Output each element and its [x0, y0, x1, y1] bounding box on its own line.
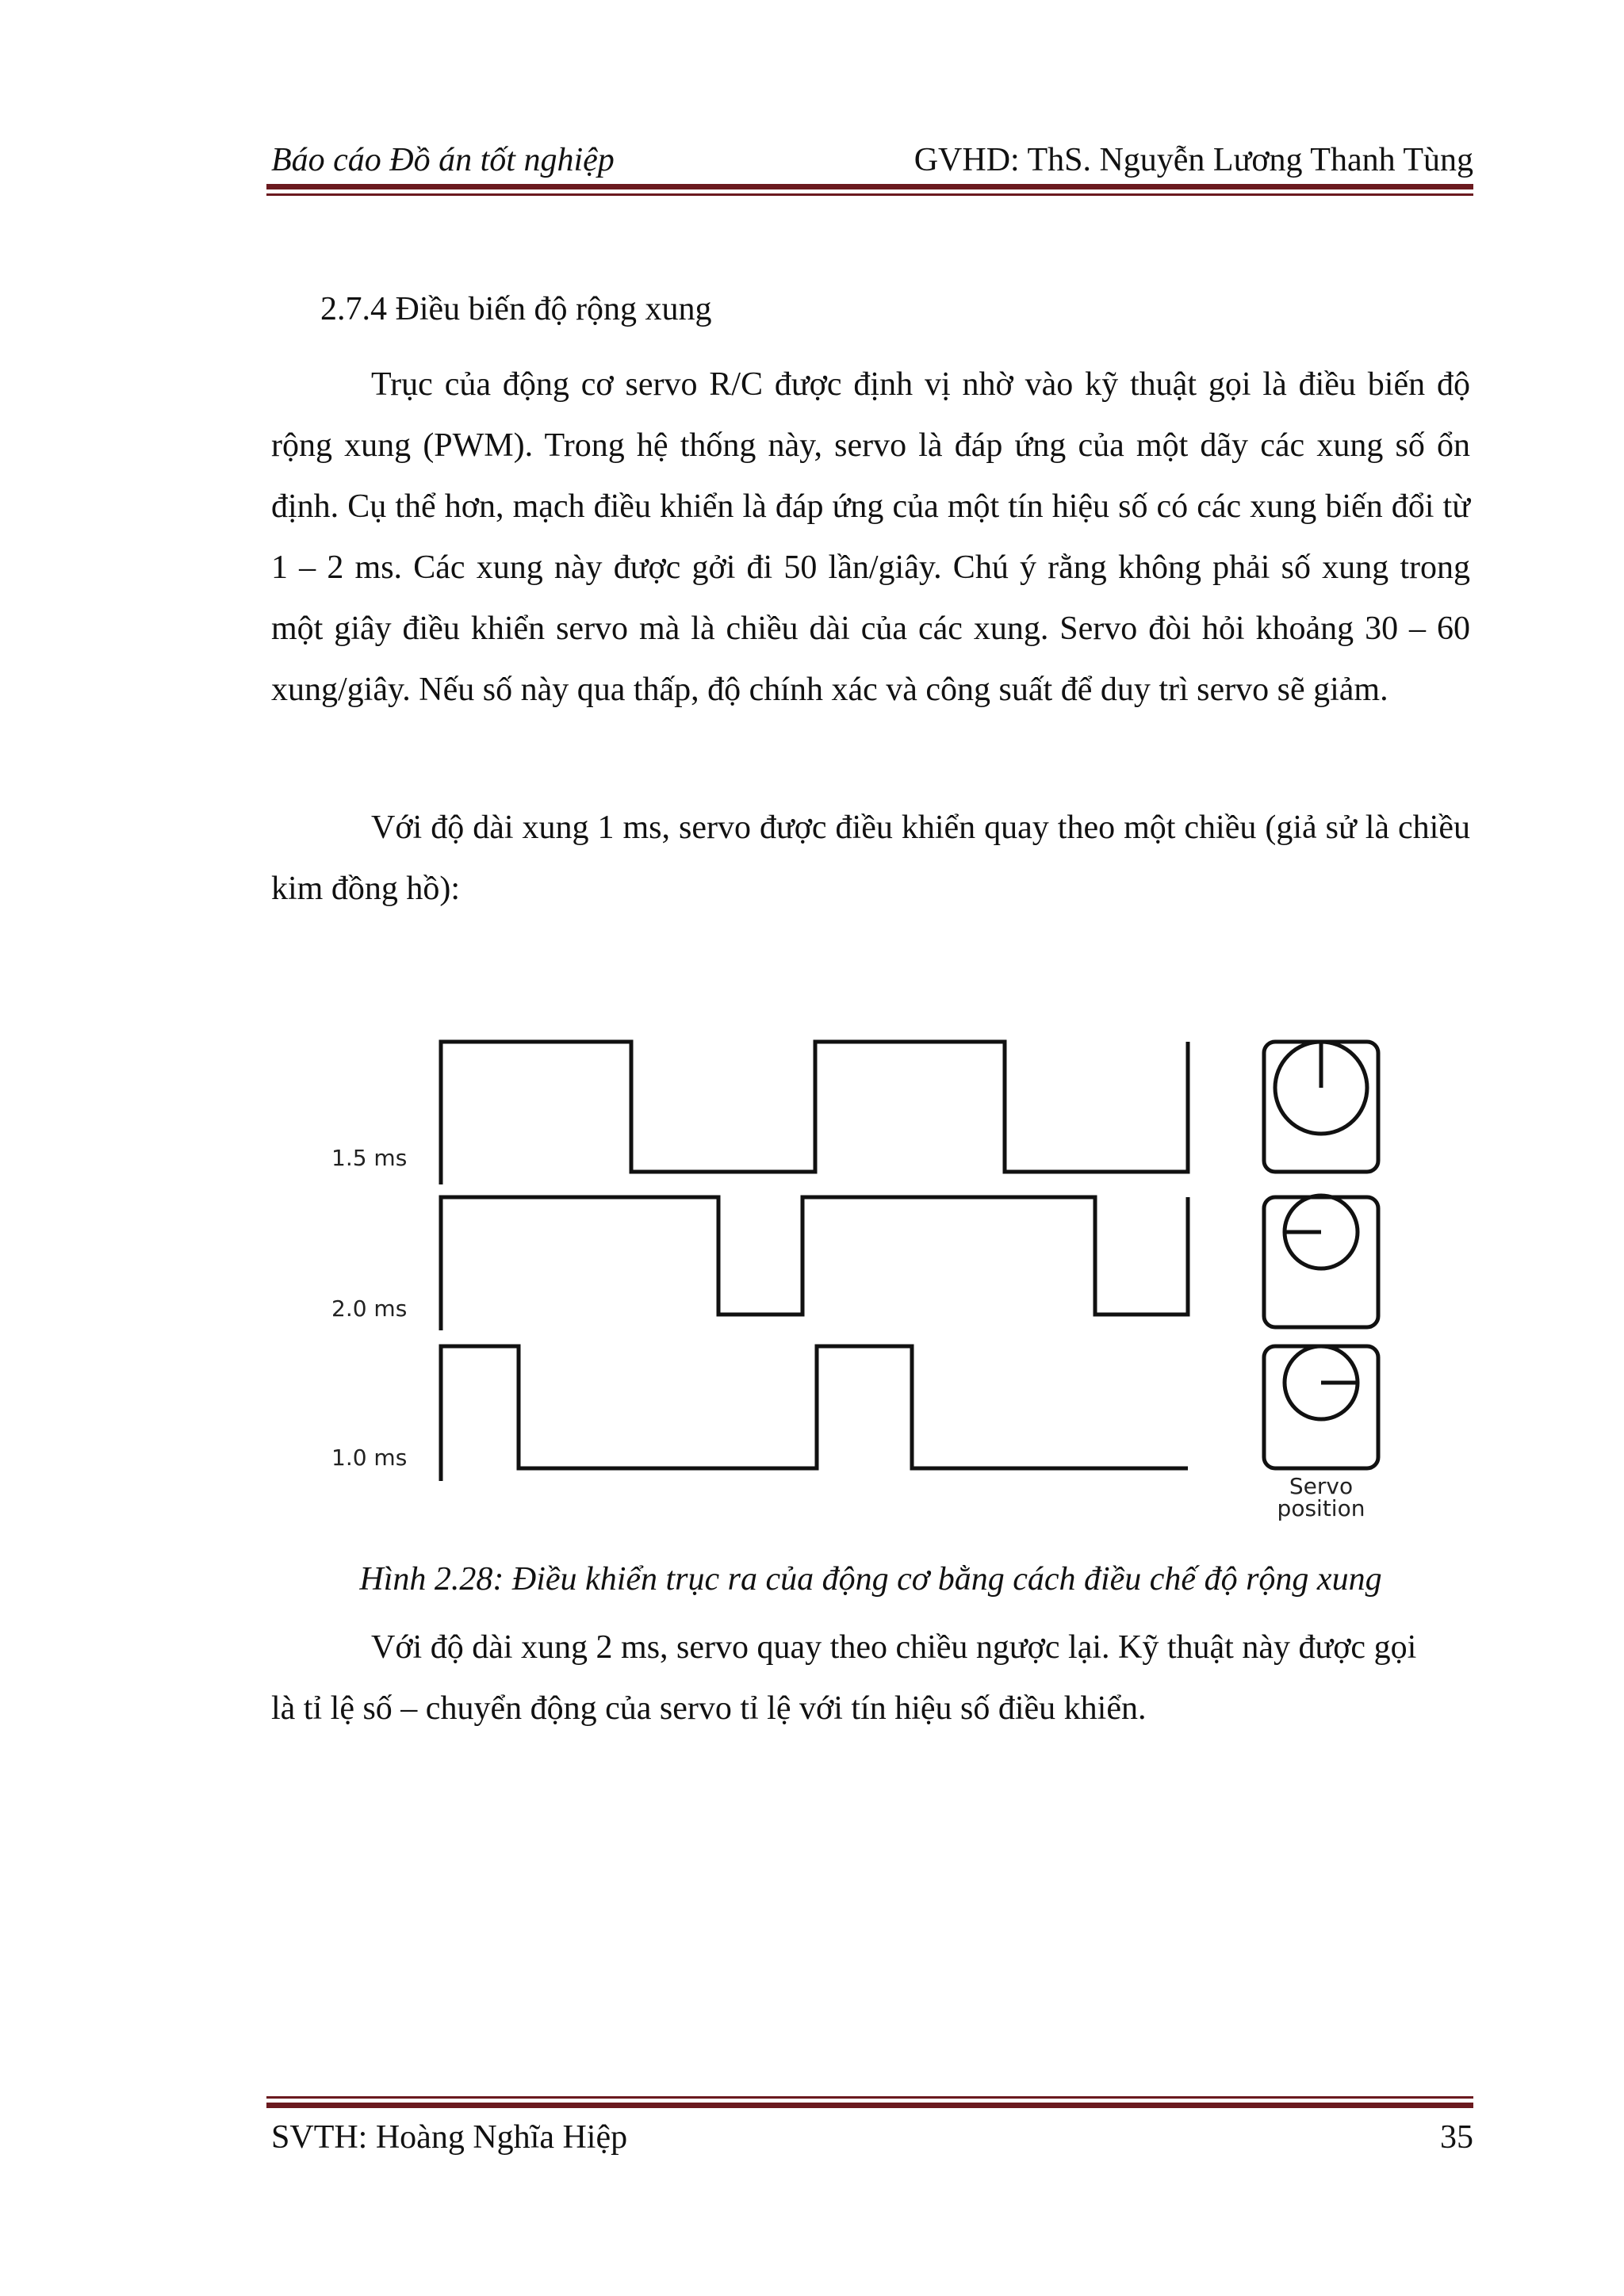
footer-student: SVTH: Hoàng Nghĩa Hiệp	[271, 2119, 628, 2156]
servo-dial-center-icon	[1264, 1042, 1378, 1172]
waveform-1-0ms	[441, 1346, 1188, 1481]
pwm-waveform-diagram	[320, 1027, 1415, 1527]
footer-rule-thick	[266, 2103, 1473, 2108]
paragraph-pwm-intro: Trục của động cơ servo R/C được định vị nhờ vào kỹ thuật gọi là điều biến độ rộng xung (PWM). Trong hệ thống này, servo là đáp ứng của một dãy các xung số ổn định. Cụ thể hơn, mạch điều khiển là đáp ứng của một tín hiệu số có các xung biến đổi từ 1 – 2 ms. Các xung này được gởi đi 50 lần/giây. Chú ý rằng không phải số xung trong một giây điều khiển servo mà là chiều dài của các xung. Servo đòi hỏi khoảng 30 – 60 xung/giây. Nếu số này qua thấp, độ chính xác và công suất để duy trì servo sẽ giảm.	[271, 366, 1470, 708]
servo-label-line1: Servo	[1289, 1473, 1354, 1499]
header-rule-thick	[266, 184, 1473, 189]
paragraph-2ms: Với độ dài xung 2 ms, servo quay theo chiều ngược lại. Kỹ thuật này được gọi là tỉ lệ số – chuyển động của servo tỉ lệ với tín hiệu số điều khiển.	[271, 1629, 1417, 1727]
page-number: 35	[1440, 2119, 1473, 2156]
label-2-0ms: 2.0 ms	[331, 1295, 408, 1322]
header-rule-thin	[266, 193, 1473, 196]
footer-rule-thin	[266, 2096, 1473, 2099]
header-advisor: GVHD: ThS. Nguyễn Lương Thanh Tùng	[914, 142, 1473, 178]
waveform-1-5ms	[441, 1042, 1188, 1184]
waveform-2-0ms	[441, 1197, 1188, 1330]
figure-caption: Hình 2.28: Điều khiển trục ra của động cơ bằng cách điều chế độ rộng xung	[359, 1561, 1382, 1598]
label-1-0ms: 1.0 ms	[331, 1445, 408, 1471]
pwm-figure	[320, 1027, 1415, 1527]
paragraph-1ms: Với độ dài xung 1 ms, servo được điều khiển quay theo một chiều (giả sử là chiều kim đồng hồ):	[271, 809, 1470, 907]
header-title: Báo cáo Đồ án tốt nghiệp	[271, 142, 615, 178]
label-1-5ms: 1.5 ms	[331, 1145, 408, 1171]
servo-dial-clockwise-icon	[1264, 1346, 1378, 1468]
servo-dial-counterclockwise-icon	[1264, 1196, 1378, 1327]
section-heading: 2.7.4 Điều biến độ rộng xung	[320, 291, 712, 327]
servo-label-line2: position	[1277, 1495, 1365, 1521]
